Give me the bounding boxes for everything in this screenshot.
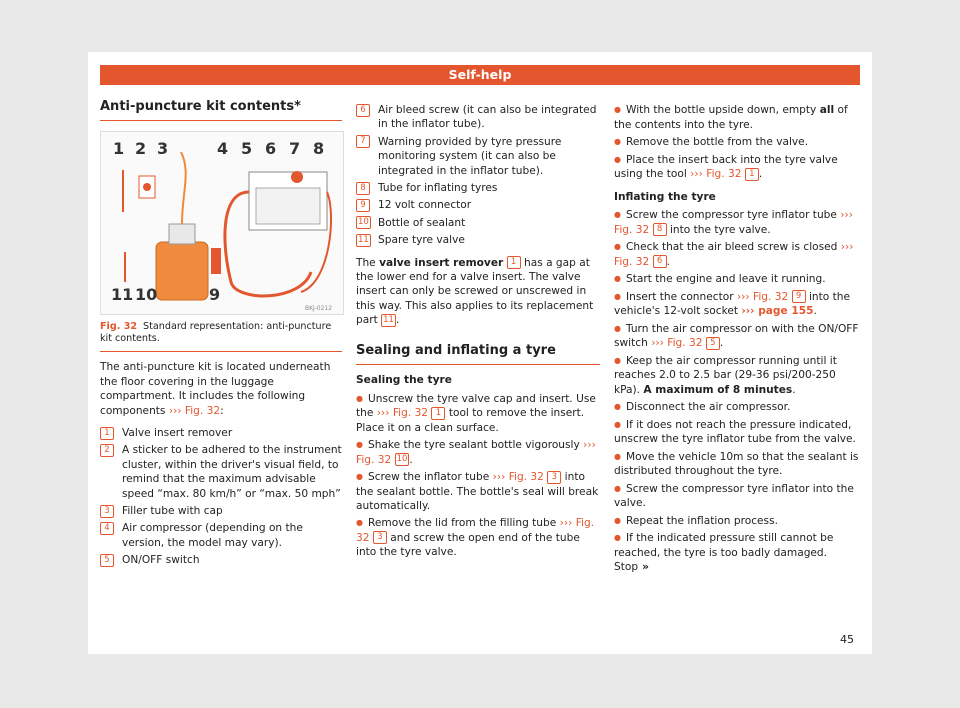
section-heading: Anti-puncture kit contents*: [100, 100, 342, 121]
list-item: 1 Valve insert remover: [100, 426, 342, 440]
column-2: [356, 100, 600, 563]
components-list-1: [100, 426, 342, 568]
anti-puncture-kit-illustration: [101, 132, 343, 314]
list-item: 4 Air compressor (depending on the version, the model may vary).: [100, 521, 342, 550]
caption-label: Fig. 32: [100, 321, 138, 333]
column-1: [100, 100, 342, 574]
step-item: ● Unscrew the tyre valve cap and insert. Use the ››› Fig. 32 1 tool to remove the insert. Place it on a clean surface.: [356, 392, 600, 435]
step-item: ● Remove the lid from the filling tube ››› Fig. 32 3 and screw the open end of the tube into the tyre valve.: [356, 516, 600, 559]
step-item: ● Disconnect the air compressor.: [614, 400, 860, 415]
step-item: ● Remove the bottle from the valve.: [614, 135, 860, 150]
list-item: 6 Air bleed screw (it can also be integrated in the inflator tube).: [356, 103, 600, 132]
step-item: ● Turn the air compressor on with the ON/OFF switch ››› Fig. 32 5 .: [614, 322, 860, 351]
list-item: 10 Bottle of sealant: [358, 216, 466, 229]
subheading-sealing: Sealing the tyre: [356, 374, 452, 387]
list-item: 8 Tube for inflating tyres: [356, 181, 600, 195]
callout-7: 7: [289, 139, 301, 159]
valve-remover-paragraph: The valve insert remover 1 has a gap at the lower end for a valve insert. The valve insert can only be screwed or unscrewed in this way. This also applies to its replacement part 11 .: [356, 256, 594, 327]
caption-text: Standard representation: anti-puncture kit contents.: [100, 321, 332, 345]
step-item: ● Keep the air compressor running until it reaches 2.0 to 2.5 bar (29-36 psi/200-250 kPa). A maximum of 8 minutes.: [614, 354, 860, 397]
step-item: ● With the bottle upside down, empty all of the contents into the tyre.: [614, 103, 860, 132]
callout-1: 1: [113, 139, 125, 159]
manual-page: [88, 52, 872, 654]
figure-32: [100, 131, 344, 315]
figure-caption: [100, 321, 342, 352]
step-item: ● Screw the compressor tyre inflator tube ››› Fig. 32 8 into the tyre valve.: [614, 208, 860, 237]
list-item: 9 12 volt connector: [356, 198, 600, 212]
intro-paragraph: The anti-puncture kit is located underneath the floor covering in the luggage compartment. It includes the following components ››› Fig. 32:: [100, 361, 331, 417]
callout-2: 2: [135, 139, 147, 159]
callout-4: 4: [217, 139, 229, 159]
callout-6: 6: [265, 139, 277, 159]
section-banner: Self-help: [100, 65, 860, 85]
figure-code: BKJ-0212: [305, 305, 333, 313]
callout-11: 11: [111, 285, 134, 305]
list-item: 2 A sticker to be adhered to the instrument cluster, within the driver's visual field, to remind that the maximum advisable speed “max. 80 km/h” or “max. 50 mph”: [100, 443, 342, 501]
callout-8: 8: [313, 139, 325, 159]
step-item: ● Shake the tyre sealant bottle vigorously ››› Fig. 32 10 .: [356, 438, 600, 467]
page-number: 45: [840, 633, 854, 646]
step-item: ● Place the insert back into the tyre valve using the tool ››› Fig. 32 1 .: [614, 153, 860, 182]
callout-9: 9: [209, 285, 221, 305]
components-list-2: [356, 103, 600, 248]
step-item: ● If it does not reach the pressure indicated, unscrew the tyre inflator tube from the valve.: [614, 418, 860, 447]
step-item: ● Start the engine and leave it running.: [614, 272, 860, 287]
step-item: ● Move the vehicle 10m so that the sealant is distributed throughout the tyre.: [614, 450, 860, 479]
step-item: ● Screw the inflator tube ››› Fig. 32 3 into the sealant bottle. The bottle's seal will break automatically.: [356, 470, 600, 513]
callout-10: 10: [135, 285, 158, 305]
step-item: ● Insert the connector ››› Fig. 32 9 into the vehicle's 12-volt socket ››› page 155.: [614, 290, 860, 319]
list-item: 7 Warning provided by tyre pressure monitoring system (it can also be integrated in the inflator tube).: [356, 135, 600, 178]
callout-3: 3: [157, 139, 169, 159]
list-item: 5 ON/OFF switch: [100, 553, 342, 567]
list-item: 3 Filler tube with cap: [100, 504, 342, 518]
subheading-inflating: Inflating the tyre: [614, 190, 716, 203]
callout-5: 5: [241, 139, 253, 159]
fig-ref-link[interactable]: ››› Fig. 32: [168, 404, 221, 417]
list-item: 11 Spare tyre valve: [358, 234, 465, 247]
continue-arrow-icon: »: [642, 561, 649, 574]
step-item: ● If the indicated pressure still cannot be reached, the tyre is too badly damaged. Stop »: [614, 531, 860, 574]
step-item: ● Screw the compressor tyre inflator into the valve.: [614, 482, 860, 511]
step-item: ● Check that the air bleed screw is closed ››› Fig. 32 6 .: [614, 240, 860, 269]
column-3: [614, 100, 860, 578]
section-heading-2: Sealing and inflating a tyre: [356, 344, 600, 365]
step-item: ● Repeat the inflation process.: [614, 514, 860, 529]
